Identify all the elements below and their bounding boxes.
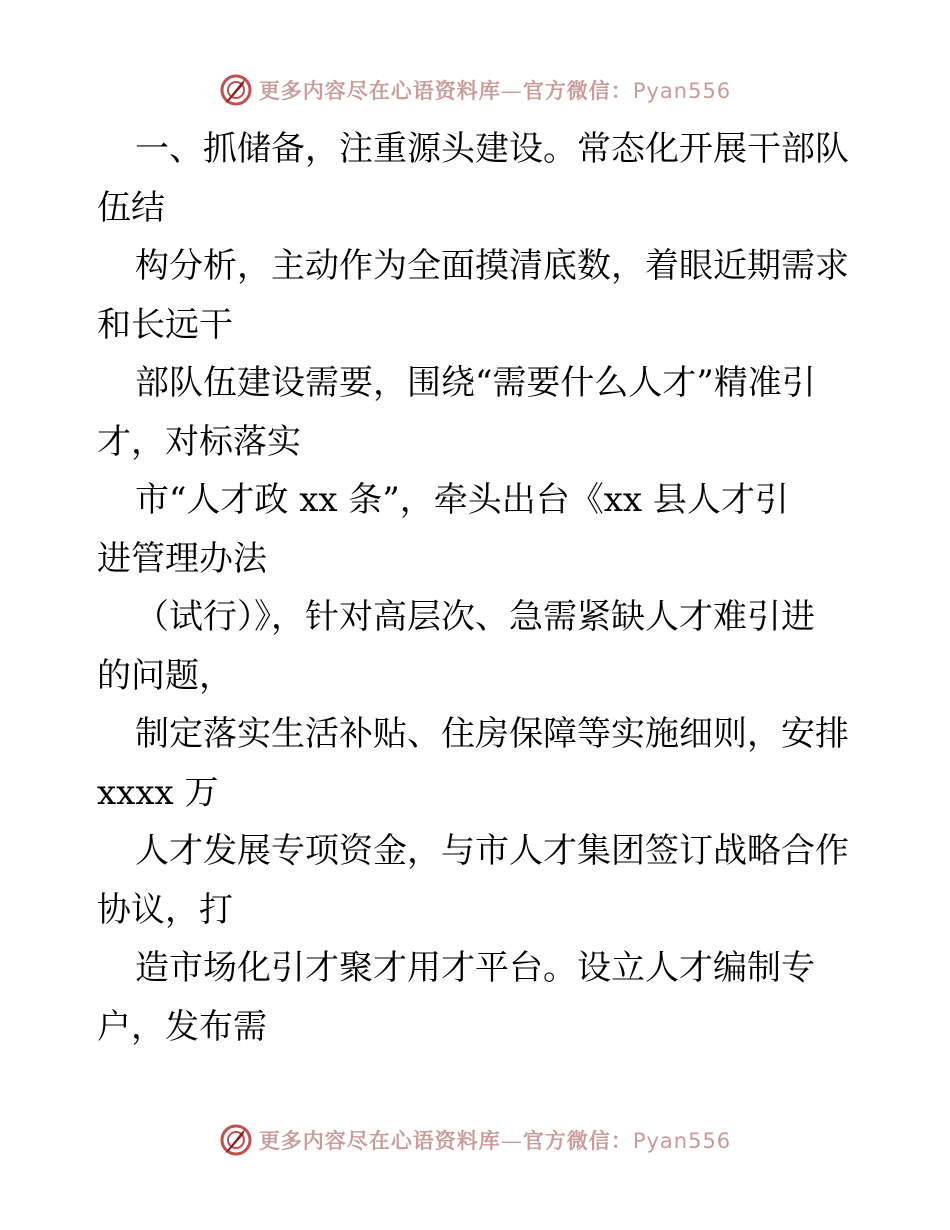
watermark-wechat-label: 官方微信： (522, 78, 633, 103)
text-line: 构分析，主动作为全面摸清底数，着眼近期需求 (135, 246, 849, 286)
text-line: 制定落实生活补贴、住房保障等实施细则，安排 (135, 714, 849, 754)
text-line: 进管理办法 (97, 538, 267, 579)
watermark-text (259, 75, 731, 105)
watermark-separator: — (500, 1129, 523, 1153)
footer-watermark (0, 1120, 950, 1160)
text-line: 户，发布需 (97, 1006, 267, 1047)
quill-logo-icon (219, 73, 253, 107)
text-line: 和长远干 (97, 304, 233, 345)
text-line: （试行）》，针对高层次、急需紧缺人才难引进 (135, 597, 815, 637)
watermark-wechat-label: 官方微信： (522, 1128, 633, 1153)
watermark-text (259, 1125, 731, 1155)
watermark-wechat-id: Pyan556 (632, 79, 732, 103)
text-line: 伍结 (97, 187, 165, 228)
watermark-separator: — (500, 79, 523, 103)
text-line: 的问题， (97, 655, 233, 696)
text-line: 市“人才政 xx 条”，牵头出台《xx 县人才引 (135, 480, 789, 520)
text-line: 协议，打 (97, 889, 233, 930)
quill-logo-icon (219, 1123, 253, 1157)
text-line: 部队伍建设需要，围绕“需要什么人才”精准引 (135, 363, 816, 403)
header-watermark (0, 70, 950, 110)
watermark-site: 更多内容尽在心语资料库 (258, 1128, 501, 1153)
watermark-wechat-id: Pyan556 (632, 1129, 732, 1153)
text-line: 一、抓储备，注重源头建设。常态化开展干部队 (135, 129, 849, 169)
document-body (97, 120, 857, 1056)
text-line: 造市场化引才聚才用才平台。设立人才编制专 (135, 948, 815, 988)
watermark-site: 更多内容尽在心语资料库 (258, 78, 501, 103)
text-line: 才，对标落实 (97, 421, 301, 462)
text-line: xxxx 万 (97, 772, 219, 813)
text-line: 人才发展专项资金，与市人才集团签订战略合作 (135, 831, 849, 871)
